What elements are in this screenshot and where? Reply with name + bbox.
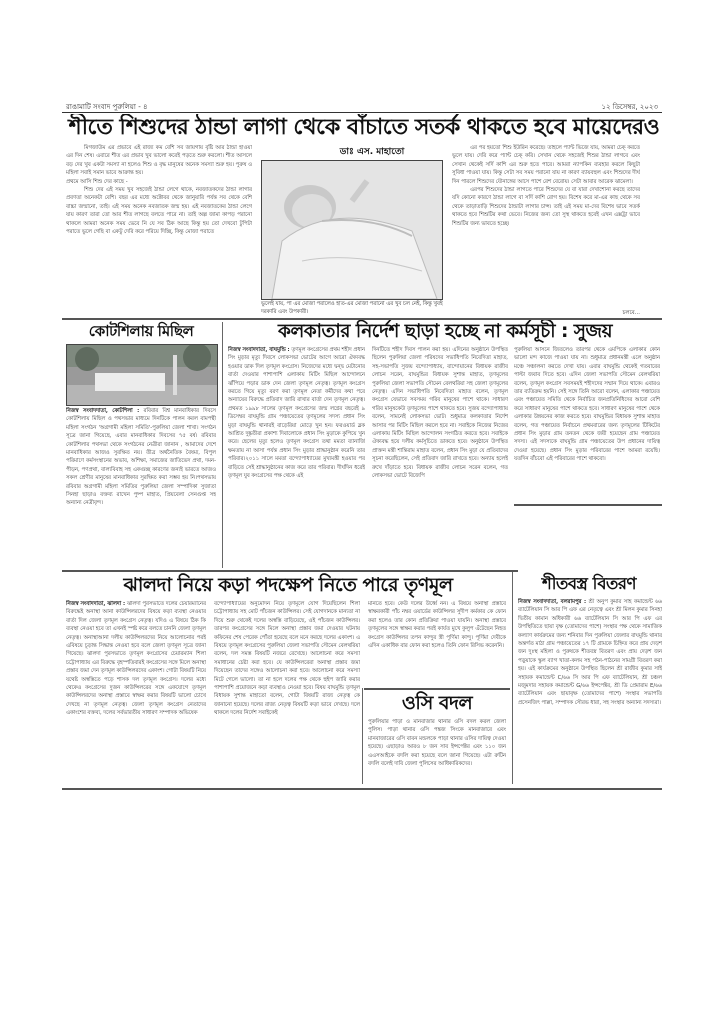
story1-para-4: এর পর হয়তো শিশু ইউরিন করেছে। তাহলে প্যান্ট ভিজে যায়, আমরা চেক্ করতে ভুলে যায়। দেরি করে প্যান্ট চেক্ করি। সেখান থেকে সহজেই শিশুর ঠান্ডা লাগবে এবং সেখান থেকেই সর্দি কাশি এর শুরু হতে পারে। আমরা ন্যাপকিন ব্যবহার করলে কিছুটা সুবিধা পাওয়া যায়। কিন্তু সেটা সব সময় পরানো যায় না কারণ ব্যায়বহুল এবং শিশুদের দীর্ঘ দিন পারলে শিশুদের যৌনাঙ্গের আসে পাশে রেশ বেরোয়। সেটা আবার আরেক ঝামেলা।	[452, 145, 640, 185]
story1-column-3	[452, 144, 640, 310]
story3-dateline: নিজস্ব সংবাদদাতা, বাঘমুন্ডি :	[228, 347, 290, 353]
story1-para-1: মিগজাউম এর প্রভাবে এই রাজ্য কম বেশি সব জায়গায় বৃষ্টি আর ঠান্ডা হাওয়া এর দিন শেষ। এবারে শীত এর প্রভাব খুব ভালো করেই পড়তে শুরু করলো। শীত আসলে বড় দের খুব একটা সমস্যা না হলেও শিশু ও বৃদ্ধ মানুষের অনেক সমস্যা শুরু হয়। পুরুষ ও মহিলা সবাই সমান ভাবে আক্রান্ত হয়।	[66, 145, 252, 177]
story4-col1-text: ঝালদা পুরসভাতে দলের চেয়ারম্যানের বিরুদ্ধেই অনাস্থা আনা কাউন্সিলরদের বিষয়ে কড়া ব্যবস্থা নেওয়ার বার্তা দিল জেলা তৃণমূল কংগ্রেস নেতৃত্ব। যদিও এ বিষয়ে ঠিক কি ব্যবস্থা নেওয়া হবে তা এখনই স্পষ্ট করে বলতে চাননি জেলা তৃণমূল নেতৃত্ব। অনাস্থাআনা দলীয় কাউন্সিলরদের নিয়ে আলোচনার পরই এবিষয়ে চূড়ান্ত সিদ্ধান্ত নেওয়া হবে বলে জেলা তৃণমূল সূত্রে জানা গিয়েছে। ঝালদা পুরসভাতে তৃণমূল কংগ্রেসের চেয়ারম্যান শিলা চট্টোপাধ্যায় এর বিরুদ্ধে বৃহস্পতিবারই কংগ্রেসের সঙ্গে মিলে অনাস্থা প্রস্তাব জমা দেন তৃণমূল কাউন্সিলরদের একাংশ। গোটা বিষয়টি নিয়ে যথেষ্ট অস্বস্তিতে পড়ে শাসক দল তৃণমূল কংগ্রেস। দলের মধ্যে থেকেও কংগ্রেসের দুজন কাউন্সিলরের সঙ্গে একযোগে তৃণমূল কাউন্সিলরদের অনাস্থা প্রস্তাবে স্বাক্ষর করার বিষয়টি ভালো চোখে দেখছে না তৃণমূল নেতৃত্ব। জেলা তৃণমূল কংগ্রেস নেতাদের একাংশের বক্তব্য, দলের সর্বভারতীয় সাধারণ সম্পাদক অভিষেক	[66, 601, 206, 717]
story3-column-1	[228, 346, 365, 566]
story3-headline: কলকাতার নির্দেশ ছাড়া হচ্ছে না কর্মসূচী : সুজয়	[278, 321, 612, 342]
running-header	[62, 100, 662, 113]
story3-column-3	[514, 346, 660, 502]
story2-headline: কোটশিলায় মিছিল	[88, 322, 194, 340]
story3-col1-text: তৃণমূল কংগ্রেসের প্রথম শহীদ প্রধান সিং মুড়ার মৃত্যু দিবসে লোকসভা ভোটের আগে আরো ঐক্যবদ্ধ হওয়ার ডাক দিল তৃণমূল কংগ্রেস। নিজেদের মধ্যে দ্বন্দ্ব মেটানোর বার্তা দেওয়ার পাশাপাশি এলাকায় মিটিং মিছিল আন্দোলনে ঝাঁপিয়ে পড়ার ডাক দেন জেলা তৃণমূল নেতৃত্ব। তৃণমূল কংগ্রেস করতে গিয়ে মৃত্যু বরণ করা তৃণমূল নেতা কর্মীদের কথা পরে অন্যায়ের বিরুদ্ধে প্রতিবাদ জারি রাখার বার্তা দেন তৃণমূল নেতৃত্ব। প্রথমত ১৯৯৮ সালের তৃণমূল কংগ্রেসের জন্ম লগ্নের বছরেই ৯ ডিসেম্বর বাঘমুন্ডি গ্রাম পঞ্চায়েতের তৃণমূলের সদস্য প্রধান সিং মুড়া বাঘমুন্ডি থানারই বাড়েরিয়া মোড়ে খুন হন। ফরওয়ার্ড ব্লক আশ্রিত দুষ্কৃতীরা প্রকাশ্য দিবালোকে প্রধান সিং মুড়াকে কুপিয়ে খুন করে। ছেলের মৃত্যু হলেও তৃণমূল কংগ্রেস তথা মমতা ব্যানার্জি ক্ষমতায় না আসা পর্যন্ত প্রধান সিং মুড়ার শ্রাদ্ধানুষ্ঠান করেনি তার পরিবার।২০১১ সালে মমতা বন্দ্যোপাধ্যায়ের মুখ্যমন্ত্রী হওয়ার পর বাড়িতে সেই শ্রাদ্ধানুষ্ঠানের কাজ করে তার পরিবার। দীর্ঘদিন ধরেই তৃণমূল যুব কংগ্রেসের পক্ষ থেকে এই	[228, 347, 365, 480]
story1-para-3: শিশু দের এই সময় খুব সহজেই ঠান্ডা লেগে থাকে, নবজাতকদের ঠান্ডা লাগার প্রবণতা অনেকটা বেশি। বছর এর মধ্যে অক্টোবর থেকে জানুয়ারি পর্যন্ত সব থেকে বেশি বাচ্চা জন্মানো, তাই। এই সময় অনেক নবজাতক জন্ম হয়। এই নবজাতকের ঠান্ডা লেগে যায় কারণ তারা তো আর শীত লাগছে বলতে পারে না। তাই অল্প জামা কাপড় পরানো থাকলে আমরা অনেক সময় ভেবে নি যে সব ঠিক আছে কিন্তু হয় তো দেখবো টুপিটা পরাতে ভুলে গেছি বা একটু দেরি করে পরিয়ে দিচ্ছি, কিন্তু মোজা পরাতে	[66, 187, 252, 236]
story4-col3-text: মানতে হবে। কেউ দলের উর্ধ্বে নন। এ বিষয়ে অনাস্থা প্রস্তাবে স্বাক্ষরকারী পাঁচ নম্বর ওয়ার্ডের কাউন্সিলর সুদীপ কর্মকার কে ফোন করা হলেও তার কোন প্রতিক্রিয়া পাওয়া যায়নি। অনাস্থা প্রস্তাবে তৃণমূলের সঙ্গে স্বাক্ষর করার পরই কার্যত মুখে কুলুপ এঁটেছেন নিহত কংগ্রেস কাউন্সিলর তপন কান্দুর স্ত্রী পূর্ণিমা কান্দু। পূর্ণিমা দেবীকে এদিন একাধিক বার ফোন করা হলেও তিনি ফোন রিসিভ করেননি।	[368, 601, 506, 650]
photo-caption: ভুলেই যায়, পা এর মোজা পরালেও হাত-এর মোজা পরানো এর খুব চল নেই, কিন্তু খুবই দরকারি এবং উপকারী।	[261, 301, 443, 315]
story2-text: রবিবার বিশ্ব মানবাধিকার দিবসে কোটশিলায় মিছিল ও পথসভার মাধ্যমে দিনটিকে পালন করল বামপন্থী মহিলা সংগঠন 'অগ্রগামী মহিলা সমিতি'-পুরুলিয়া জেলা শাখা। সংগঠন সূত্রে জানা গিয়েছে, এবার মানবাধিকার দিবসের ৭৫ বর্ষ। রবিবার কোটশিলার পথসভা থেকে সংগঠনের নেত্রীরা জানান , আমাদের দেশে মানবাধিকার আজও সুরক্ষিত নয়। তীব্র অর্থনৈতিক বৈষম্য, বিপুল পরিমাণে কর্মসংস্থানের অভাব, অশিক্ষা, সমাজের জাতিভেদ প্রথা, দমন-পীড়ন, পণপ্রথা, বাল্যবিবাহ সহ একগুচ্ছ কারণের জন্যই ভারতে আজও সকল শ্রেণীর মানুষের মানবাধিকার সুরক্ষিত করা সম্ভব হয় নি।পথসভায় রবিবার অগ্রগামী মহিলা সমিতির পুরুলিয়া জেলা সম্পাদিকা সুজাতা সিনহা ছাড়াও বক্তব্য রাখেন পুষ্প মাহাত, প্রিয়বেলা সেনগুপ্ত সহ অন্যান্য নেত্রীবৃন্দ।	[66, 408, 216, 507]
story2-dateline: নিজস্ব সংবাদদাতা, কোটশিলা :	[66, 408, 140, 414]
story2-body	[66, 407, 216, 567]
story4-column-1	[66, 600, 206, 782]
story3-col2-text: দিনটিতে শহীদ দিবস পালন করা হয়। এদিনের অনুষ্ঠানে উপস্থিত ছিলেন পুরুলিয়া জেলা পরিষদের সভাধিপতি নিবেদিতা মাহাত, সহ-সভাপতি সুজয় বন্দ্যোপাধ্যায়, বান্দোয়ানের বিধায়ক রাজীব লোচন সরেন, বাঘমুন্ডির বিধায়ক সুশান্ত মাহাত, তৃণমূলের পুরুলিয়া জেলা সভাপতি সৌমেন বেলথরিয়া সহ জেলা তৃণমূলের নেতৃত্ব। এদিন সভাধিপতি নিবেদিতা মাহাত বলেন, তৃণমূল কংগ্রেস যেভাবে সবসময় গরিব মানুষের পাশে থাকে। সাধারণ গরিব মানুষকেউ তৃণমূলের পাশে থাকতে হবে। সুজয় বন্দ্যোপাধ্যায় বলেন, সামনেই লোকসভা ভোট। শুধুমাত্র কলকাতার নির্দেশ আসার পর মিটিং মিছিল করলে হবে না। সবাইকে নিজের নিজের এলাকায় মিটিং মিছিল আন্দোলন সংগঠিত করতে হবে। সবাইকে ঐক্যবদ্ধ হয়ে দলীয় কর্মসূচিতে ডাকতে হবে। অনুষ্ঠানে উপস্থিত প্রাক্তন মন্ত্রী শান্তিরাম মাহাত বলেন, প্রধান সিং মুড়া যে প্রতিবাদের সূচনা করেছিলেন, সেই প্রতিবাদ জারি রাখতে হবে। অন্যায় হলেই রুখে দাঁড়াতে হবে। বিধায়ক রাজীব লোচন সরেন বলেন, গত লোকসভা ভোটে বিজেপি	[372, 347, 508, 480]
story3-col3-text: পুরুলিয়া আসনে জিতলেও তারপর থেকে এমপিকে এলাকার কোন ভালো মন্দ কাজে পাওয়া যায় না। শুধুমাত্র প্রধানমন্ত্রী এলে অনুষ্ঠান মঞ্চে সঞ্চালনা করতে দেখা যায়। এবার বাঘমুন্ডি থেকেই গতবারের পাল্টা জবাব দিতে হবে। এদিন জেলা সভাপতি সৌমেন বেলথরিয়া বলেন, তৃণমূল কংগ্রেস সবসময়ই শহীদদের সম্মান দিয়ে থাকে। এবারও তার ব্যতিক্রম হয়নি। সেই সঙ্গে তিনি আরো বলেন, এলাকার পঞ্চায়েত এবং পঞ্চায়েত সমিতি থেকে নির্বাচিত জনপ্রতিনিধিদের আরো বেশি করে সাধারণ মানুষের পাশে থাকতে হবে। সাধারণ মানুষের পাশে থেকে এলাকার উন্নয়নের কাজ করতে হবে। বাঘমুন্ডির বিধায়ক সুশান্ত মাহাত বলেন, গত পঞ্চায়েত নির্বাচনে প্রথমবারের জন্য তৃণমূলের টিকিটের প্রধান সিং মুড়ার গ্রাম তনতন থেকে জয়ী হয়েছেন গ্রাম পঞ্চায়েত সদস্য। এই সদস্যকে বাঘমুন্ডি গ্রাম পঞ্চায়েতের উপ প্রধানের দায়িত্ব দেওয়া হয়েছে। প্রধান সিং মুড়ার পরিবারের পাশে আমরা রয়েছি। যতদিন বাঁচবো এই পরিবারের পাশে থাকবো।	[514, 347, 660, 463]
story4-column-3	[368, 600, 506, 684]
paper-name: রাঙামাটি সংবাদ পুরুলিয়া - ৪	[66, 103, 148, 111]
issue-date: ১২ ডিসেম্বর, ২০২৩	[601, 103, 658, 111]
divider-vertical-3	[512, 572, 513, 784]
story4-dateline: নিজস্ব সংবাদদাতা, ঝালদা :	[66, 601, 126, 607]
rally-street-image	[67, 345, 217, 405]
story1-byline: ডাঃ এস. মাহাতো	[339, 147, 405, 157]
bottom-rule	[62, 788, 662, 790]
divider-vertical-2	[362, 688, 363, 784]
story1-para-2: প্রথমে আসি শিশু দের কাছে -	[66, 178, 128, 185]
story5-text: পুরুলিয়ার পাড়া ও মানবাজার থানার ওসি বদল করল জেলা পুলিস। পাড়া থানার ওসি পঙ্কজ সিংকে মানবাজারে এবং মানবাজারের ওসি বাবন মন্ডলকে পাড়া থানার ওসির দায়িত্ব দেওয়া হয়েছে। এছাড়াও আরও ৮ জন সাব ইন্সপেক্টর এবং ১১০ জন এএসআইকে বদলি করা হয়েছে বলে জানা গিয়েছে। এটা রুটিন বদলি বলেই দাবি জেলা পুলিসের আধিকারিকদের।	[368, 719, 506, 768]
continued-marker: চলবে...	[622, 310, 640, 316]
divider-vertical-1	[222, 322, 223, 568]
story1-para-5: এরপর শিশুদের ঠান্ডা লাগতে পারে শিশুদের যে বা যারা দেখাশোনা করছে তাদের যদি কোনো কারণে ঠান্ডা লাগে বা সর্দি কাশি রোগ হয়। বিশেষ করে মা-এর কাছ থেকে সব থেকে তাড়াতাড়ি শিশুদের ঠান্ডাটা লাগার চান্স। তাই এই সময় মা-দের বিশেষ ভাবে সতর্ক থাকতে হবে শিশুটির কথা ভেবে। নিজের জন্য তো সুস্থ থাকতে হবেই এখন এক্সট্রা ভাবে শিশুটির জন্য ভাবতে হচ্ছে।	[452, 187, 640, 227]
story6-text: শ্রী অনুপ কুমার সাহ কমান্ডেন্ট ৬৬ ব্যাটেলিয়ান সি আর পি এফ এর নেতৃত্বে এবং শ্রী মিলন কুমার সিনহা দ্বিতীয় কামান অধিকারী ৬৬ ব্যাটেলিয়ান সি আর পি এফ এর উপস্থিতিতে ছায়া বৃক্ষ (তোমাদের পাশে) সংস্থার পক্ষ থেকে সামাজিক কল্যাণ কার্যক্রমের জন্য শনিবার দিন পুরুলিয়া জেলার বাঘমুন্ডি থানার অন্তর্গত মাঠা গ্রাম পঞ্চায়েতের ১৭ টি গ্রামকে চিহ্নিত করে প্রায় দেড়শ জন দুঃস্থ মহিলা ও পুরুষকে শীতবস্ত্র বিতরণ এবং প্রায় দেড়শ জন পড়ুয়াকে স্কুল ব্যাগ খাতা-কলম সহ পঠন-পাঠনের সামগ্রী বিতরণ করা হয়। এই কার্যক্রমের অনুষ্ঠানে উপস্থিত ছিলেন শ্রী রাজীব কুমার সাই সহায়ক কমান্ডেন্ট C/৬৬ সি আর পি এফ ব্যাটেলিয়ান, শ্রী চঞ্চল মজুমদার সহায়ক কমান্ডেন্ট G/৬৬ ইন্সপেক্টর, শ্রী ডি প্রেমারাম E/৬৬ ব্যাটেলিয়ান এবং ছায়াবৃক্ষ (তোমাদের পাশে) সংস্থার সভাপতি প্রসেনজিৎ পাল্লা, সম্পাদক সৌরভ ধারা, সহ সংস্থার অন্যান্য সদস্যরা।	[518, 599, 662, 706]
story3-column-2	[372, 346, 508, 566]
rally-photo	[66, 344, 218, 406]
story6-dateline: নিজস্ব সংবাদদাতা, বলরামপুর :	[518, 599, 587, 605]
story5-body	[368, 718, 506, 784]
story4-col2-text: বন্দ্যোপাধ্যায়ের অনুমোদন নিয়ে তৃণমূলে যোগ দিয়েছিলেন শিলা চট্টোপাধ্যায় সহ মোট পাঁচজন কাউন্সিলর। সেই যোগদানকে মান্যতা না দিয়ে শুরু থেকেই দলের অস্বস্তি বাড়িয়েছে, ওই পাঁচজন কাউন্সিলর। তারপর কংগ্রেসের সঙ্গে মিলে অনাস্থা প্রস্তাব জমা দেওয়ার ঘটনায় কফিনের শেষ পেরেক পোঁতা হয়েছে বলে মনে করছে দলের একাংশ। এ বিষয়ে তৃণমূল কংগ্রেসের পুরুলিয়া জেলা সভাপতি সৌমেন বেলথরিয়া বলেন, দল সমস্ত বিষয়টি নজরে রেখেছে। আলোচনা করে সমস্যা সমাধানের চেষ্টা করা হবে। যে কাউন্সিলরেরা অনাস্থা প্রস্তাব জমা দিয়েছেন তাদের সঙ্গেও আলোচনা করা হবে। আলোচনা করে সমস্যা মিটে গেলে ভালো। তা না হলে দলের পক্ষ থেকে হুইপ জারি করার পাশাপাশি প্রয়োজনে কড়া ব্যবস্থাও নেওয়া হবে। বিষয় বাঘমুন্ডি তৃণমূল বিধায়ক সুশান্ত মাহাতো বলেন, গোটা বিষয়টি রাজ্য নেতৃত্ব কে জানানো হয়েছে। দলের রাজ্য নেতৃত্ব বিষয়টি কড়া ভাবে দেখছে। দলে থাকলে দলের নির্দেশ সবাইকেই	[214, 601, 360, 717]
story4-headline: ঝালদা নিয়ে কড়া পদক্ষেপ নিতে পারে তৃণমূল	[123, 574, 453, 596]
story4-column-2	[214, 600, 360, 782]
newspaper-page	[62, 100, 662, 942]
story6-headline: শীতবস্ত্র বিতরণ	[542, 574, 636, 593]
baby-in-blanket-image	[262, 161, 442, 299]
story1-column-1	[66, 144, 252, 316]
story5-headline: ওসি বদল	[401, 692, 473, 714]
divider-story3-right	[514, 504, 662, 506]
story1-headline: শীতে শিশুদের ঠান্ডা লাগা থেকে বাঁচাতে সতর্ক থাকতে হবে মায়েদেরও	[68, 115, 660, 140]
baby-photo	[261, 160, 443, 300]
story6-body	[518, 598, 662, 784]
